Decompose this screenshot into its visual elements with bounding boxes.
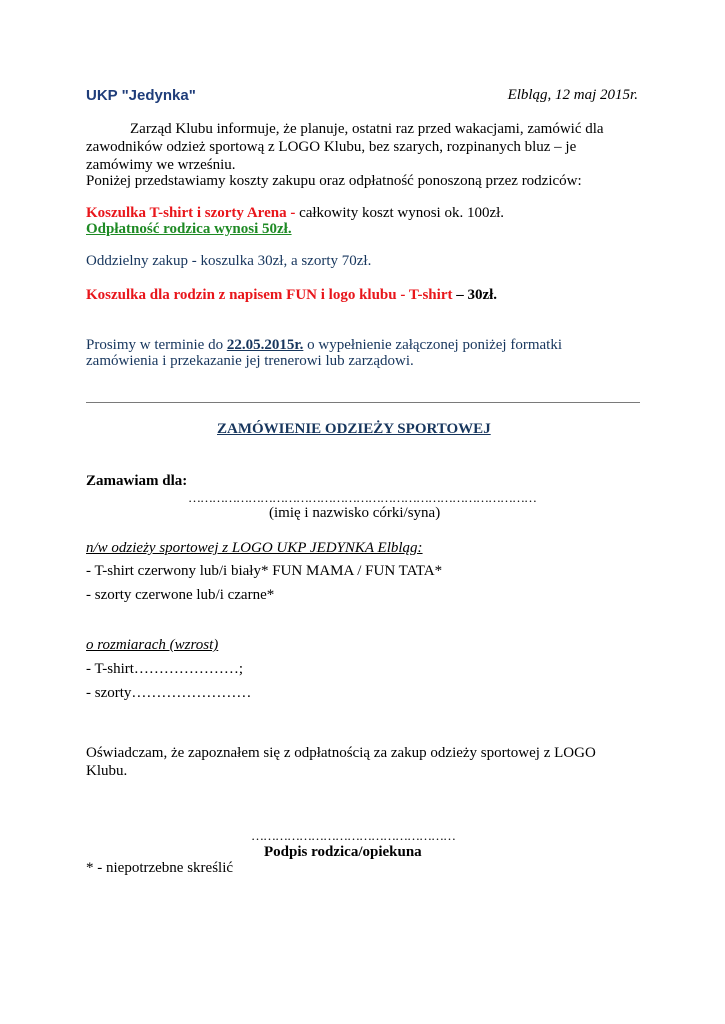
intro-line-1: Zarząd Klubu informuje, że planuje, ostatni raz przed wakacjami, zamówić dla	[130, 121, 604, 137]
intro-line-3: zamówimy we wrześniu.	[86, 157, 236, 173]
offer-family-price: – 30zł.	[452, 287, 498, 303]
sizes-heading: o rozmiarach (wzrost)	[86, 637, 219, 653]
form-title: ZAMÓWIENIE ODZIEŻY SPORTOWEJ	[217, 421, 491, 437]
name-field-dots[interactable]: ……………………………………………………………………………	[188, 490, 536, 505]
offer-arena-cost: całkowity koszt wynosi ok. 100zł.	[295, 205, 505, 221]
shorts-option-line: - szorty czerwone lub/i czarne*	[86, 587, 275, 603]
intro-line-4: Poniżej przedstawiamy koszty zakupu oraz odpłatność ponoszoną przez rodziców:	[86, 173, 582, 189]
offer-family-line	[86, 286, 497, 305]
name-field-caption: (imię i nazwisko córki/syna)	[269, 505, 441, 521]
statement-line-1: Oświadczam, że zapoznałem się z odpłatnością za zakup odzieży sportowej z LOGO	[86, 745, 596, 761]
offer-family-item: Koszulka dla rodzin z napisem FUN i logo klubu - T-shirt	[86, 287, 453, 303]
offer-arena-item: Koszulka T-shirt i szorty Arena -	[86, 205, 296, 221]
place-date: Elbląg, 12 maj 2015r.	[507, 87, 638, 103]
section-divider	[86, 402, 640, 403]
request-line-2: zamówienia i przekazanie jej trenerowi lub zarządowi.	[86, 353, 414, 369]
footnote: * - niepotrzebne skreślić	[86, 860, 234, 876]
signature-field-dots[interactable]: ……………………………………………	[251, 828, 455, 843]
shorts-size-field[interactable]: - szorty……………………	[86, 685, 252, 701]
request-pre: Prosimy w terminie do	[86, 337, 227, 353]
signature-label: Podpis rodzica/opiekuna	[264, 844, 422, 860]
statement-line-2: Klubu.	[86, 763, 128, 779]
tshirt-size-field[interactable]: - T-shirt…………………;	[86, 661, 244, 677]
club-name: UKP "Jedynka"	[86, 87, 196, 104]
intro-line-2: zawodników odzież sportową z LOGO Klubu, bez szarych, rozpinanych bluz – je	[86, 139, 577, 155]
parent-share: Odpłatność rodzica wynosi 50zł.	[86, 221, 292, 237]
request-post: o wypełnienie załączonej poniżej formatki	[303, 337, 562, 353]
clothing-heading: n/w odzieży sportowej z LOGO UKP JEDYNKA Elbląg:	[86, 540, 423, 556]
request-deadline: 22.05.2015r.	[226, 337, 304, 353]
separate-purchase: Oddzielny zakup - koszulka 30zł, a szorty 70zł.	[86, 253, 372, 269]
order-for-label: Zamawiam dla:	[86, 473, 188, 489]
tshirt-option-line: - T-shirt czerwony lub/i biały* FUN MAMA / FUN TATA*	[86, 563, 443, 579]
